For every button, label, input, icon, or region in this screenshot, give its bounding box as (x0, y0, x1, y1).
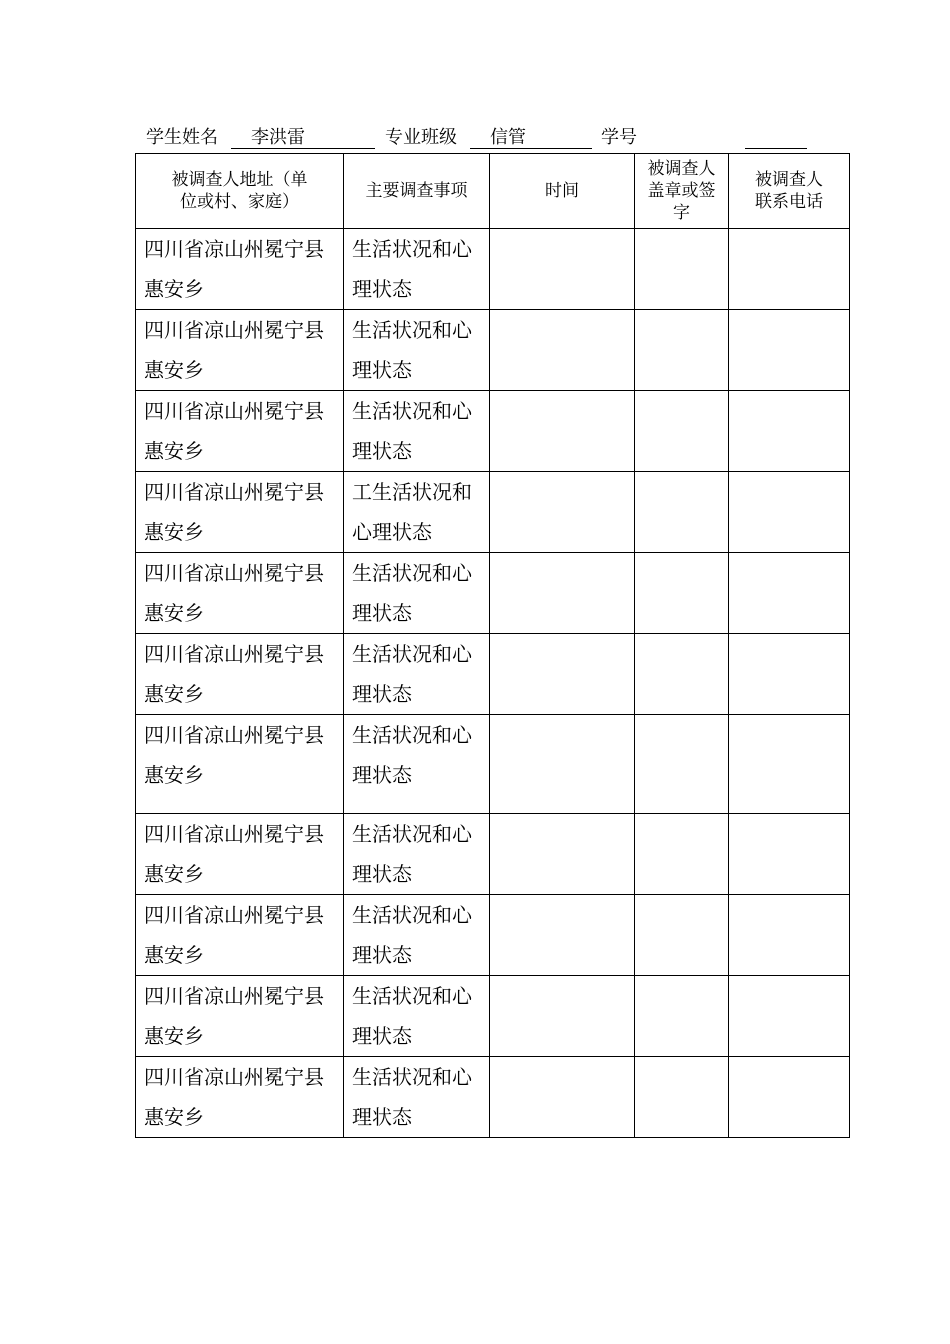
signature-cell[interactable] (635, 634, 729, 715)
time-cell[interactable] (490, 310, 635, 391)
table-row (136, 310, 850, 391)
item-cell: 生活状况和心理状态 (344, 391, 490, 472)
time-cell[interactable] (490, 472, 635, 553)
signature-cell[interactable] (635, 472, 729, 553)
phone-cell[interactable] (729, 976, 850, 1057)
column-header-time: 时间 (490, 154, 635, 229)
item-cell: 生活状况和心理状态 (344, 1057, 490, 1138)
column-header-address: 被调查人地址（单位或村、家庭） (136, 154, 344, 229)
time-cell[interactable] (490, 553, 635, 634)
phone-cell[interactable] (729, 229, 850, 310)
signature-cell[interactable] (635, 976, 729, 1057)
phone-cell[interactable] (729, 472, 850, 553)
signature-cell[interactable] (635, 1057, 729, 1138)
student-name-label: 学生姓名 (146, 127, 218, 148)
address-cell: 四川省凉山州冕宁县惠安乡 (136, 895, 344, 976)
column-header-signature: 被调查人盖章或签字 (635, 154, 729, 229)
phone-cell[interactable] (729, 391, 850, 472)
phone-cell[interactable] (729, 1057, 850, 1138)
table-row (136, 715, 850, 814)
class-label: 专业班级 (385, 127, 457, 148)
survey-table (135, 153, 850, 1138)
signature-cell[interactable] (635, 553, 729, 634)
phone-cell[interactable] (729, 310, 850, 391)
column-header-item: 主要调查事项 (344, 154, 490, 229)
student-info-line (146, 124, 850, 152)
signature-cell[interactable] (635, 895, 729, 976)
address-cell: 四川省凉山州冕宁县惠安乡 (136, 229, 344, 310)
phone-cell[interactable] (729, 715, 850, 814)
table-header-row (136, 154, 850, 229)
class-field[interactable] (470, 124, 592, 149)
column-header-phone: 被调查人联系电话 (729, 154, 850, 229)
table-row (136, 472, 850, 553)
time-cell[interactable] (490, 391, 635, 472)
address-cell: 四川省凉山州冕宁县惠安乡 (136, 1057, 344, 1138)
table-row (136, 634, 850, 715)
signature-cell[interactable] (635, 715, 729, 814)
signature-cell[interactable] (635, 391, 729, 472)
table-row (136, 391, 850, 472)
signature-cell[interactable] (635, 814, 729, 895)
item-cell: 生活状况和心理状态 (344, 895, 490, 976)
signature-cell[interactable] (635, 310, 729, 391)
table-row (136, 1057, 850, 1138)
time-cell[interactable] (490, 229, 635, 310)
table-row (136, 814, 850, 895)
student-name-field[interactable] (231, 124, 375, 149)
address-cell: 四川省凉山州冕宁县惠安乡 (136, 634, 344, 715)
address-cell: 四川省凉山州冕宁县惠安乡 (136, 472, 344, 553)
student-id-label: 学号 (601, 127, 637, 148)
phone-cell[interactable] (729, 553, 850, 634)
time-cell[interactable] (490, 976, 635, 1057)
table-row (136, 553, 850, 634)
table-row (136, 976, 850, 1057)
item-cell: 生活状况和心理状态 (344, 976, 490, 1057)
item-cell: 生活状况和心理状态 (344, 553, 490, 634)
item-cell: 生活状况和心理状态 (344, 814, 490, 895)
address-cell: 四川省凉山州冕宁县惠安乡 (136, 310, 344, 391)
class-value: 信管 (490, 127, 526, 148)
time-cell[interactable] (490, 814, 635, 895)
time-cell[interactable] (490, 1057, 635, 1138)
table-row (136, 895, 850, 976)
address-cell: 四川省凉山州冕宁县惠安乡 (136, 553, 344, 634)
student-id-field[interactable] (745, 124, 807, 149)
time-cell[interactable] (490, 634, 635, 715)
item-cell: 生活状况和心理状态 (344, 634, 490, 715)
item-cell: 生活状况和心理状态 (344, 310, 490, 391)
item-cell: 工生活状况和心理状态 (344, 472, 490, 553)
item-cell: 生活状况和心理状态 (344, 715, 490, 814)
signature-cell[interactable] (635, 229, 729, 310)
phone-cell[interactable] (729, 814, 850, 895)
address-cell: 四川省凉山州冕宁县惠安乡 (136, 976, 344, 1057)
phone-cell[interactable] (729, 634, 850, 715)
address-cell: 四川省凉山州冕宁县惠安乡 (136, 391, 344, 472)
time-cell[interactable] (490, 895, 635, 976)
student-name-value: 李洪雷 (251, 127, 305, 148)
address-cell: 四川省凉山州冕宁县惠安乡 (136, 814, 344, 895)
time-cell[interactable] (490, 715, 635, 814)
item-cell: 生活状况和心理状态 (344, 229, 490, 310)
address-cell: 四川省凉山州冕宁县惠安乡 (136, 715, 344, 814)
table-row (136, 229, 850, 310)
phone-cell[interactable] (729, 895, 850, 976)
